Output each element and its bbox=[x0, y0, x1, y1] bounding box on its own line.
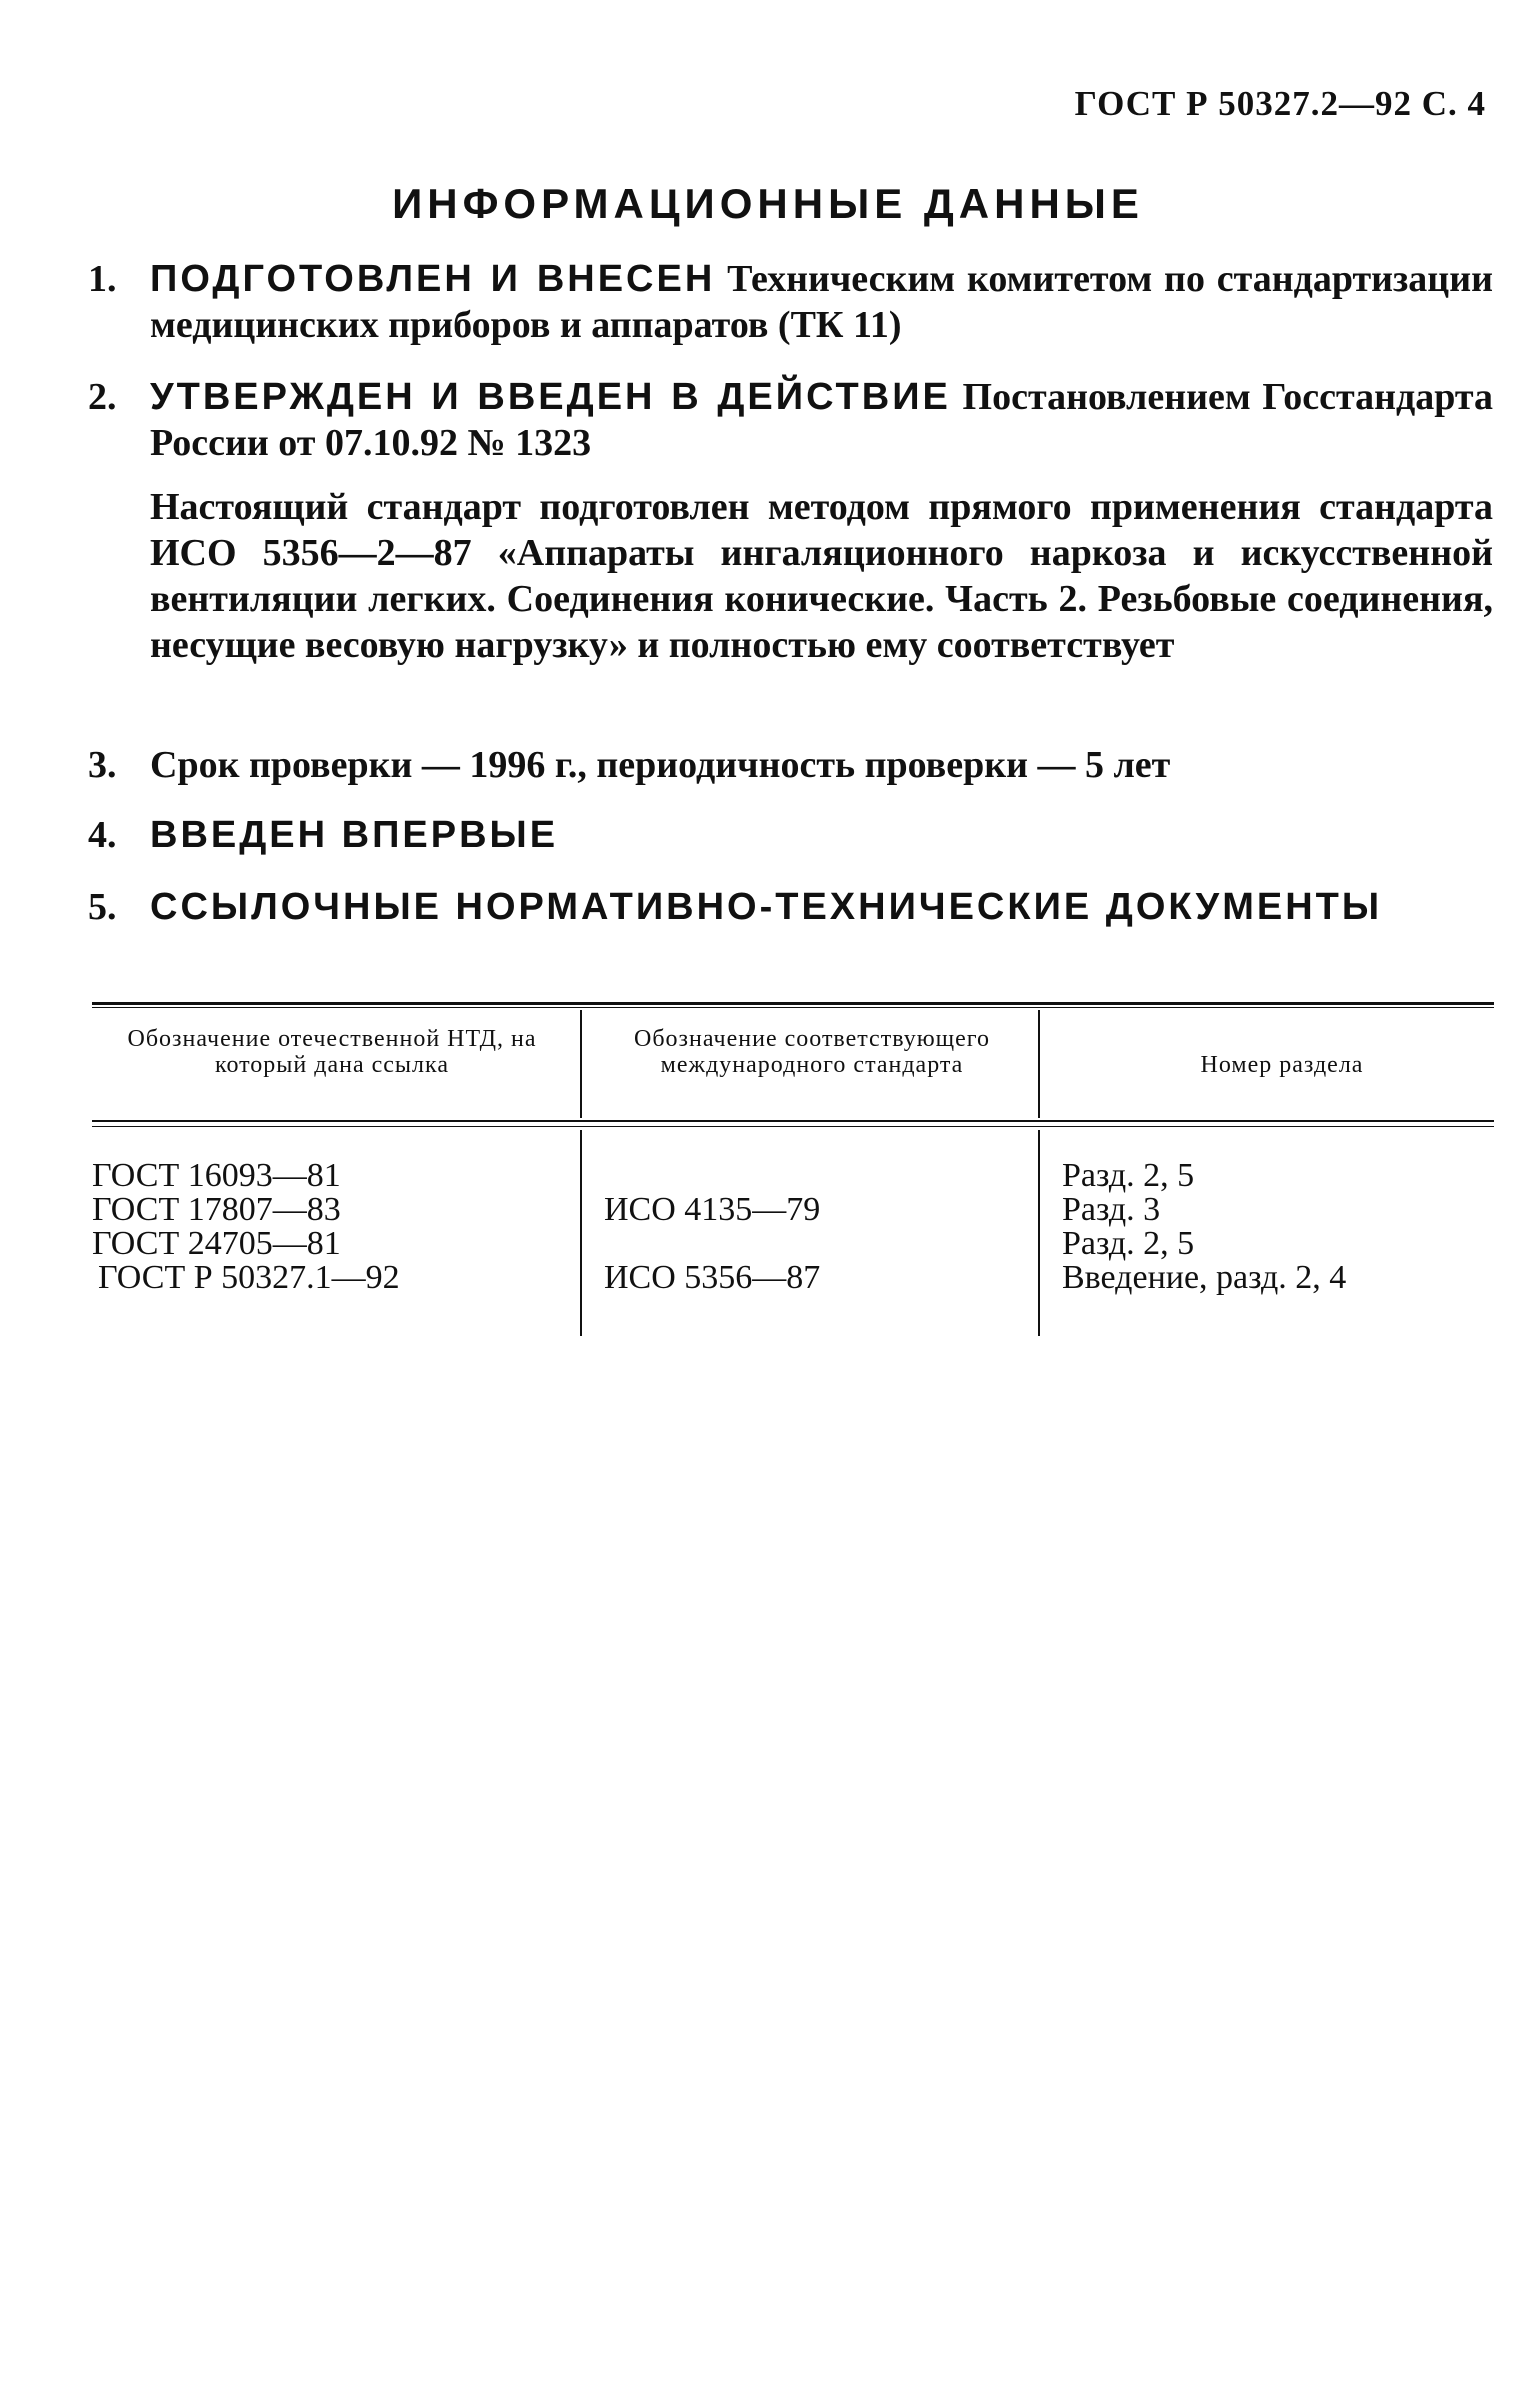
info-item-2 bbox=[88, 374, 1493, 466]
table-cell: ГОСТ 24705—81 bbox=[92, 1225, 341, 1262]
column-divider bbox=[1038, 1130, 1040, 1336]
item-number: 5. bbox=[88, 886, 117, 928]
page-title: ИНФОРМАЦИОННЫЕ ДАННЫЕ bbox=[392, 180, 1144, 227]
item-text: Техническим комитетом по стандартизации медицинских приборов и аппаратов (ТК 11) bbox=[150, 258, 1493, 346]
table-cell: ИСО 5356—87 bbox=[604, 1259, 821, 1296]
running-head: ГОСТ Р 50327.2—92 С. 4 bbox=[1074, 84, 1486, 123]
column-divider bbox=[580, 1010, 582, 1118]
item-body bbox=[150, 256, 1493, 348]
reference-documents-table bbox=[92, 1002, 1494, 1337]
table-cell: Разд. 2, 5 bbox=[1062, 1225, 1195, 1262]
item-body bbox=[150, 374, 1493, 466]
item-body bbox=[150, 884, 1493, 930]
item-number: 4. bbox=[88, 814, 117, 856]
table-header-section: Номер раздела bbox=[1200, 1052, 1364, 1078]
table-cell bbox=[604, 1227, 1024, 1261]
table-header-rule bbox=[92, 1120, 1494, 1122]
table-cell: Разд. 3 bbox=[1062, 1191, 1161, 1228]
table-col-domestic bbox=[92, 1159, 562, 1295]
info-item-3 bbox=[88, 742, 1493, 788]
table-cell: Введение, разд. 2, 4 bbox=[1062, 1259, 1347, 1296]
item-text: Срок проверки — 1996 г., периодичность проверки — 5 лет bbox=[150, 744, 1171, 786]
table-cell: ГОСТ 16093—81 bbox=[92, 1157, 341, 1194]
table-top-rule bbox=[92, 1002, 1494, 1005]
item-body bbox=[150, 812, 1493, 858]
item-number: 3. bbox=[88, 744, 117, 786]
item-body bbox=[150, 742, 1493, 788]
table-header-rule-thin bbox=[92, 1126, 1494, 1127]
item-number: 2. bbox=[88, 376, 117, 418]
item-number: 1. bbox=[88, 258, 117, 300]
item-lead: ВВЕДЕН ВПЕРВЫЕ bbox=[150, 814, 559, 856]
item-lead: УТВЕРЖДЕН И ВВЕДЕН В ДЕЙСТВИЕ bbox=[150, 376, 951, 418]
table-header-international: Обозначение соответствующего международного стандарта bbox=[633, 1026, 991, 1078]
table-col-section bbox=[1062, 1159, 1492, 1295]
item-text: Постановлением Госстандарта России от 07.10.92 № 1323 bbox=[150, 376, 1493, 464]
table-header-domestic: Обозначение отечественной НТД, на который дана ссылка bbox=[127, 1026, 537, 1078]
table-cell: ИСО 4135—79 bbox=[604, 1191, 821, 1228]
standard-note: Настоящий стандарт подготовлен методом прямого применения стандарта ИСО 5356—2—87 «Аппараты ингаляционного наркоза и искусственной вентиляции легких. Соединения конические. Часть 2. Резьбовые соединения, несущие весовую нагрузку» и полностью ему соответствует bbox=[150, 486, 1493, 666]
table-top-rule-thin bbox=[92, 1007, 1494, 1008]
table-cell: Разд. 2, 5 bbox=[1062, 1157, 1195, 1194]
info-item-5 bbox=[88, 884, 1493, 930]
table-cell: ГОСТ 17807—83 bbox=[92, 1191, 341, 1228]
item-lead: ССЫЛОЧНЫЕ НОРМАТИВНО-ТЕХНИЧЕСКИЕ ДОКУМЕНТЫ bbox=[150, 886, 1383, 928]
column-divider bbox=[1038, 1010, 1040, 1118]
info-item-4 bbox=[88, 812, 1493, 858]
table-cell: ГОСТ Р 50327.1—92 bbox=[98, 1259, 400, 1296]
item-lead: ПОДГОТОВЛЕН И ВНЕСЕН bbox=[150, 258, 716, 300]
info-item-1 bbox=[88, 256, 1493, 348]
column-divider bbox=[580, 1130, 582, 1336]
table-col-international bbox=[604, 1193, 1024, 1295]
